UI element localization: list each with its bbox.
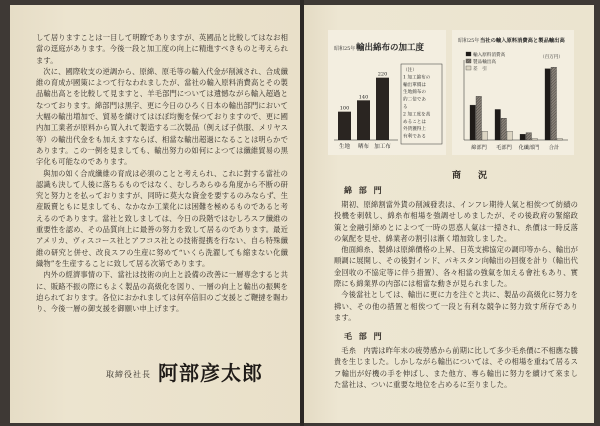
message-paragraph: 與加の如く合成纖維の育成は必須のことと考えられ、これに對する當社の認識も決して人後に落ちるものではなく、むしろあらゆる角度から不断の研究と努力とを払っておりますが、同時に莫大な資金を要するのみならず、生産販賣ともに見ましても、なかなか工業化には困難を極めるものであると考えるのであります。當社と致しましては、今日の段階ではむしろスフ纖維の重要性を認め、その品質向上に最善の努力を致して居るのであります。最近アメリカ、ヴィスコース社とアフコス社との技術提携を行ない、自ら特殊纖維の研究と併せ、改良スフの生産に努めて“いくら洗濯しても縮まない化纖織物”を生産することに致して居る次第であります。 (36, 168, 288, 268)
bar (495, 109, 501, 140)
note-line: 1 加工綿布の (403, 75, 431, 81)
x-tick-label: 毛部門 (496, 145, 512, 151)
bar (338, 112, 351, 140)
note-line: 輸出單價は (403, 82, 426, 88)
left-page (10, 5, 300, 423)
note-line: 有利である (403, 134, 426, 140)
note-line: る (403, 105, 408, 110)
bar (551, 67, 557, 140)
cotton-paragraph: 期初、原綿割當外貨の削減發表は、インフレ期待人氣と相俟つて紡績の投機を刺戟し、綿糸布相場を強調せしめましたが、その後政府の緊縮政策と金融引締めとによつて一時の思惑人氣は一掃され、糸價は一時反落の氣配を見せ、綿業者の割引は漸く増加致しました。 (334, 200, 578, 243)
message-paragraph: 次に、國際收支の逆調から、原綿、原毛等の輸入代金が削減され、合成纖維の育成が國策によつて行なわれましたが、當社の輸入原料消費高とその製品輸出高とを比較して見ますと、羊毛部門については遺憾ながら輸入超過となつております。綿部門は黒字、更に今日のひろく日本の輸出部門において大幅の輸出増加で、貿易を續けてはほぼ均衡を保つておりますので、更に國内加工業者が原料から買入れて製造する二次製品（例えば子供服、メリヤス等）の輸出代金をも加えますならば、相當な輸出超過になることは明らかであります。この一例を見ましても、輸出努力の如何によつては纖維貿易の黒字化も可能なのであります。 (36, 66, 288, 167)
president-message (36, 32, 288, 338)
bar (470, 105, 476, 140)
cotton-paragraph: 今後當社としては、輸出に更に力を注ぐと共に、製品の高級化に努力を拂い、その他の措置と相俟つて一段と有利な競争に努力致す所存であります。 (334, 290, 578, 322)
wool-paragraph: 毛糸 内需は昨年末の疲勞感から前期に比して多少毛糸價に不相應な騰貴を生じました。しかしながら輸出については、その相場を重ねて居るスフ輸出が好機の手を伸ばし、また他方、專ら輸出に努力を續けて來ました當社は、ついに重要な地位を占めるに至りました。 (334, 346, 578, 389)
note-line: 生地綿布の (403, 90, 426, 96)
legend-swatch (466, 52, 471, 56)
legend-label: 輸入原料消費高 (473, 52, 506, 58)
unit-label: （百万円） (540, 55, 563, 60)
bar (557, 139, 563, 140)
bar (545, 69, 551, 140)
legend-label: 製品輸出高 (473, 59, 496, 65)
wool-heading: 毛 部 門 (344, 331, 384, 341)
x-tick-label: 合計 (548, 145, 560, 151)
note-line: 2 加工度を高 (403, 112, 431, 118)
x-tick-label: 綿部門 (471, 145, 487, 151)
bar (520, 134, 526, 140)
chart-title: 輸出綿布の加工度 (356, 43, 425, 53)
legend-swatch (466, 59, 471, 63)
x-tick-label: 晒布 (357, 144, 370, 150)
section-title: 商 況 (452, 171, 492, 181)
bar (376, 78, 389, 140)
processing-degree-chart (328, 30, 446, 155)
signature-title: 取締役社長 (106, 370, 151, 379)
wool-section-text (334, 345, 578, 397)
signature-name: 阿部彦太郎 (158, 361, 263, 385)
x-tick-label: 加工布 (374, 144, 391, 150)
x-tick-label: 生地 (338, 144, 351, 150)
legend-label: 差 引 (473, 66, 487, 72)
right-page (304, 5, 594, 423)
note-line: 約二倍であ (403, 97, 426, 103)
chart-title-prefix: 昭和25年 (458, 38, 480, 44)
note-line: 外貨獲得上 (403, 127, 426, 133)
bar (532, 139, 538, 140)
bar (482, 131, 488, 140)
bar-value-label: 100 (339, 105, 350, 112)
bar (507, 131, 513, 140)
bar (476, 96, 482, 140)
cotton-heading: 綿 部 門 (344, 185, 384, 195)
import-export-chart (452, 30, 574, 155)
legend-swatch (466, 66, 471, 70)
bar-value-label: 140 (358, 94, 369, 101)
chart-title-prefix: 昭和25年 (334, 46, 356, 52)
note-line: （注） (403, 68, 417, 73)
bar-value-label: 220 (377, 71, 388, 78)
message-paragraph: 内外の經濟事情の下、當社は技術の向上と設備の改善に一層専念すると共に、販路不振の際にもよく製品の高級化を図り、一層の向上と輸出の振興を迫られております。各位におかれましては何卒倍旧のご支援とご鞭撻を賜わり、今後一層の御支援を御願い申上げます。 (36, 270, 288, 314)
note-line: めることは (403, 119, 426, 125)
x-tick-label: 化纖部門 (518, 145, 540, 151)
message-paragraph: して居りますことは一目して明瞭でありますが、英國品と比較してはなお相當の逕庭があります。今後一段と加工度の向上に精進すべきものと考えられます。 (36, 33, 288, 65)
chart-title: 当社の輸入原料消費高と製品輸出高 (480, 38, 565, 44)
bar (526, 133, 532, 140)
bar (357, 100, 370, 140)
cotton-section-text (334, 199, 578, 327)
bar (501, 118, 507, 140)
cotton-paragraph: 他面綿糸、製綿は原綿價格の上昇、日英支拂協定の調印等から、輸出が順調に展開し、その後對インド、パキスタン向輸出の回復を計り（輸出代金回收の不協定等に伴う措置）、各々相當の強氣を加える會社もあり、實際にも綿業界の内部には相當な動きが見られました。 (334, 245, 578, 289)
